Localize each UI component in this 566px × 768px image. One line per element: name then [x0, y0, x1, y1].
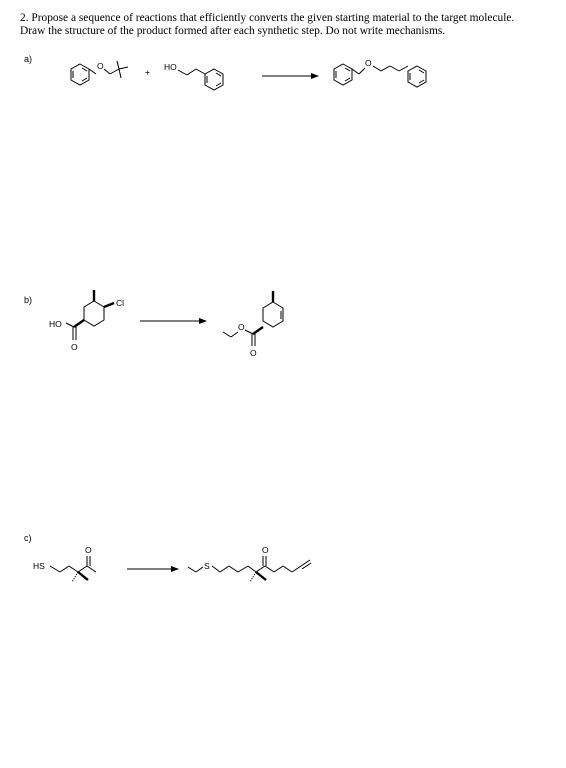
- part-a-sm-oxygen: O: [97, 61, 104, 71]
- part-c-product-sulfur: S: [204, 561, 210, 571]
- benzene-ring: [205, 69, 223, 90]
- part-b-starting-material: [66, 290, 114, 340]
- part-c-label: c): [24, 533, 32, 543]
- cyclohexene-ring: [263, 302, 283, 327]
- part-a-plus: +: [145, 67, 150, 77]
- part-c-sm-thiol: HS: [33, 561, 45, 571]
- part-b-product: [223, 291, 283, 346]
- benzene-ring: [408, 66, 426, 87]
- part-b-sm-hydroxyl: HO: [49, 319, 62, 329]
- benzene-ring: [71, 64, 89, 85]
- part-b-product-carbonyl-oxygen: O: [250, 348, 257, 358]
- part-b-label: b): [24, 295, 33, 305]
- part-a-reagent-hydroxyl: HO: [164, 62, 177, 72]
- part-b-sm-chlorine: Cl: [116, 298, 125, 308]
- part-a-label: a): [24, 54, 33, 64]
- part-a-reagent: [178, 69, 223, 90]
- part-c-starting-material: [50, 556, 96, 582]
- part-c-product-carbonyl-oxygen: O: [262, 545, 269, 555]
- question-line-2: Draw the structure of the product formed after each synthetic step. Do not write mechanisms.: [20, 25, 446, 37]
- part-b-product-ester-oxygen: O: [238, 322, 245, 332]
- part-b-sm-carbonyl-oxygen: O: [71, 342, 78, 352]
- benzene-ring: [334, 64, 352, 85]
- cyclohexane-ring: [84, 301, 104, 326]
- part-c-sm-carbonyl-oxygen: O: [85, 545, 92, 555]
- part-a-product: [334, 64, 426, 87]
- part-a-product-oxygen: O: [365, 58, 372, 68]
- question-line-1: 2. Propose a sequence of reactions that efficiently converts the given starting material to the target molecule.: [20, 12, 515, 24]
